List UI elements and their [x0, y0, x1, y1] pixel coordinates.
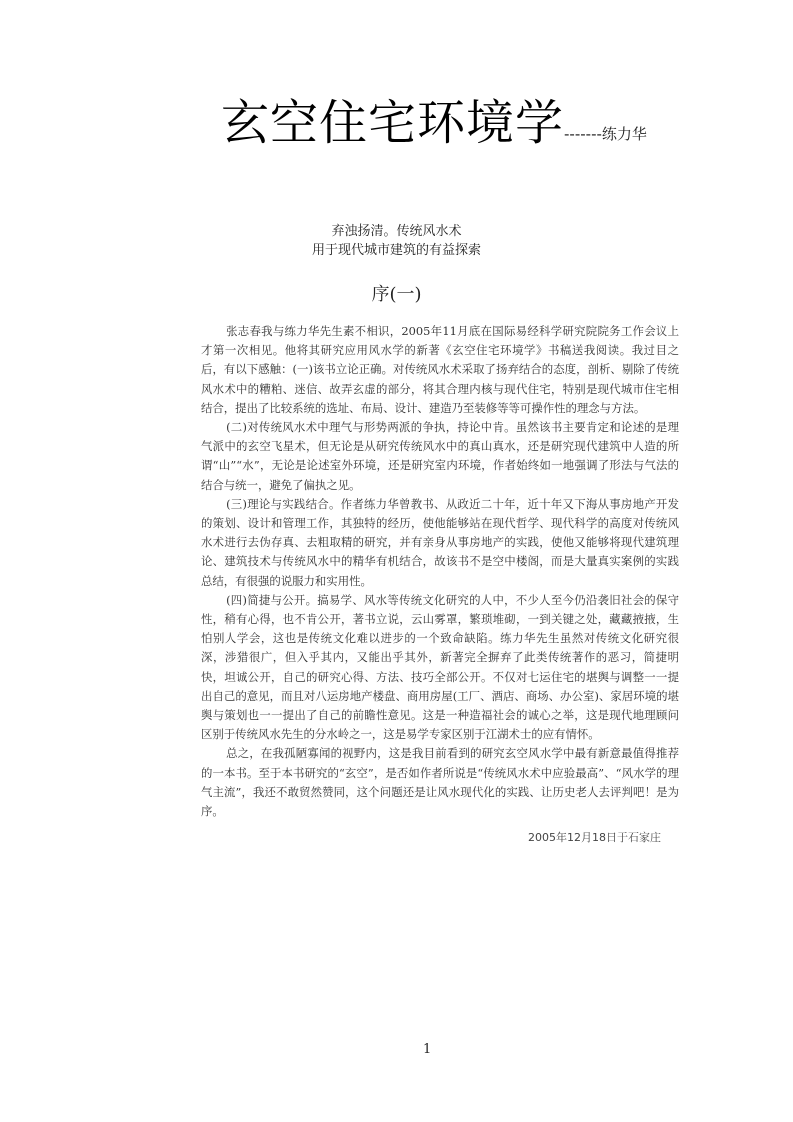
preface-body	[201, 322, 679, 821]
paragraph: (四)简捷与公开。搞易学、风水等传统文化研究的人中，不少人至今仍沿袭旧社会的保守性，稍有心得，也不肯公开，著书立说，云山雾罩，繁琐堆砌，一到关键之处，藏藏掖掖，生怕别人学会，这也是传统文化难以进步的一个致命缺陷。练力华先生虽然对传统文化研究很深，涉猎很广，但入乎其内，又能出乎其外，新著完全摒弃了此类传统著作的恶习，简捷明快，坦诚公开，自己的研究心得、方法、技巧全部公开。不仅对七运住宅的堪舆与调整一一提出自己的意见，而且对八运房地产楼盘、商用房屋(工厂、酒店、商场、办公室)、家居环境的堪舆与策划也一一提出了自己的前瞻性意见。这是一种造福社会的诚心之举，这是现代地理顾问区别于传统风水先生的分水岭之一，这是易学专家区别于江湖术士的应有情怀。	[201, 592, 679, 742]
paragraph: 总之，在我孤陋寡闻的视野内，这是我目前看到的研究玄空风水学中最有新意最值得推荐的一本书。至于本书研究的“玄空”，是否如作者所说是“传统风水术中应验最高”、“风水学的理气主流”，我还不敢贸然赞同，这个问题还是让风水现代化的实践、让历史老人去评判吧！是为序。	[201, 746, 679, 819]
subtitle-line-2: 用于现代城市建筑的有益探索	[311, 243, 481, 258]
section-heading: 序(一)	[371, 284, 422, 305]
book-title: 玄空住宅环境学	[221, 95, 565, 151]
document-title	[221, 84, 647, 153]
paragraph: (二)对传统风水术中理气与形势两派的争执，持论中肯。虽然该书主要肯定和论述的是理气派中的玄空飞星术，但无论是从研究传统风水中的真山真水，还是研究现代建筑中人造的所谓“山”“水”，无论是论述室外环境，还是研究室内环境，作者始终如一地强调了形法与气法的结合与统一，避免了偏执之见。	[201, 420, 679, 492]
author-name: -------练力华	[564, 125, 647, 143]
subtitle-line-1: 弃浊扬清。传统风水术	[331, 224, 462, 239]
page-number: 1	[423, 1042, 432, 1057]
signature-date: 2005年12月18日于石家庄	[528, 831, 661, 844]
subtitle	[0, 222, 793, 260]
paragraph: (三)理论与实践结合。作者练力华曾教书、从政近二十年，近十年又下海从事房地产开发的策划、设计和管理工作，其独特的经历，使他能够站在现代哲学、现代科学的高度对传统风水术进行去伪存真、去粗取精的研究，并有亲身从事房地产的实践，使他又能够将现代建筑理论、建筑技术与传统风水中的精华有机结合，故该书不是空中楼阁，而是大量真实案例的实践总结，有很强的说服力和实用性。	[201, 496, 679, 588]
paragraph: 张志春我与练力华先生素不相识，2005年11月底在国际易经科学研究院院务工作会议上才第一次相见。他将其研究应用风水学的新著《玄空住宅环境学》书稿送我阅读。我过目之后，有以下感触：(一)该书立论正确。对传统风水术采取了扬弃结合的态度，剖析、剔除了传统风水术中的糟粕、迷信、故弄玄虚的部分，将其合理内核与现代住宅，特别是现代城市住宅相结合，提出了比较系统的选址、布局、设计、建造乃至装修等等可操作性的理念与方法。	[201, 324, 679, 415]
